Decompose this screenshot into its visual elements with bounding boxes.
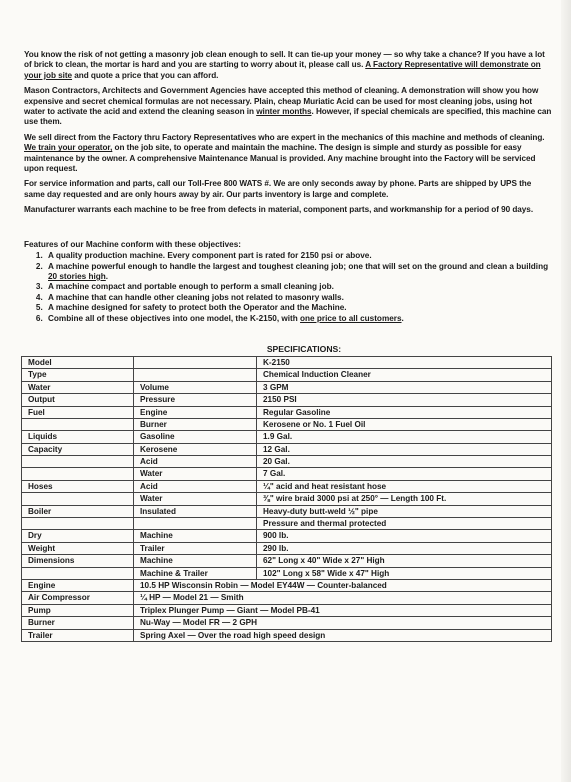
spec-subcategory: Kerosene <box>134 443 257 455</box>
spec-category: Liquids <box>22 431 134 443</box>
objective-item <box>45 303 554 313</box>
spec-subcategory: Pressure <box>134 394 257 406</box>
spec-row <box>22 493 552 505</box>
spec-value: Nu-Way — Model FR — 2 GPH <box>134 617 552 629</box>
intro-paragraph <box>24 86 554 128</box>
spec-value: 7 Gal. <box>257 468 552 480</box>
spec-category <box>22 468 134 480</box>
spec-category: Burner <box>22 617 134 629</box>
spec-value: Regular Gasoline <box>257 406 552 418</box>
spec-value: 12 Gal. <box>257 443 552 455</box>
intro-paragraph <box>24 133 554 175</box>
intro-paragraph <box>24 50 554 81</box>
text-run: A machine compact and portable enough to perform a small cleaning job. <box>48 282 334 292</box>
spec-value: 20 Gal. <box>257 456 552 468</box>
underlined-text: one price to all customers <box>300 313 402 323</box>
spec-category: Type <box>22 369 134 381</box>
text-run: and quote a price that you can afford. <box>72 70 219 80</box>
objectives-list <box>24 251 554 324</box>
features-title: Features of our Machine conform with these objectives: <box>24 239 242 249</box>
spec-value: 2150 PSI <box>257 394 552 406</box>
spec-subcategory: Insulated <box>134 505 257 517</box>
text-run: Combine all of these objectives into one model, the K-2150, with <box>48 313 301 323</box>
spec-subcategory: Water <box>134 493 257 505</box>
spec-row <box>22 530 552 542</box>
spec-row <box>22 579 552 591</box>
specifications-title: SPECIFICATIONS: <box>266 343 342 354</box>
spec-category: Capacity <box>22 443 134 455</box>
spec-value: Triplex Plunger Pump — Giant — Model PB-41 <box>134 604 552 616</box>
text-run: We sell direct from the Factory thru Factory Representatives who are expert in the mechanics of this machine and methods of cleaning. <box>24 132 545 142</box>
spec-category <box>22 418 134 430</box>
spec-category: Fuel <box>22 406 134 418</box>
spec-subcategory: Burner <box>134 418 257 430</box>
document-page <box>24 50 554 642</box>
text-run: . However, if special chemicals are specified, this machine can use them. <box>24 107 552 127</box>
spec-row <box>22 381 552 393</box>
spec-subcategory: Gasoline <box>134 431 257 443</box>
spec-row <box>22 480 552 492</box>
spec-category: Dry <box>22 530 134 542</box>
objective-item <box>45 282 554 292</box>
spec-category: Trailer <box>22 629 134 641</box>
spec-row <box>22 394 552 406</box>
spec-category <box>22 567 134 579</box>
spec-subcategory: Machine <box>134 555 257 567</box>
spec-category: Model <box>22 356 134 368</box>
spec-value: 10.5 HP Wisconsin Robin — Model EY44W — Counter-balanced <box>134 579 552 591</box>
spec-row <box>22 617 552 629</box>
page-edge-shadow <box>561 0 571 782</box>
spec-value: Heavy-duty butt-weld ½" pipe <box>257 505 552 517</box>
spec-value: 102" Long x 58" Wide x 47" High <box>257 567 552 579</box>
spec-row <box>22 592 552 604</box>
text-run: Manufacturer warrants each machine to be free from defects in material, component parts, and workmanship for a period of 90 days. <box>24 205 534 215</box>
intro-paragraph <box>24 205 554 215</box>
spec-category: Dimensions <box>22 555 134 567</box>
spec-value: ¼" acid and heat resistant hose <box>257 480 552 492</box>
spec-row <box>22 629 552 641</box>
text-run: A quality production machine. Every component part is rated for 2150 psi or above. <box>48 251 372 261</box>
spec-category: Pump <box>22 604 134 616</box>
spec-subcategory <box>134 518 257 530</box>
spec-subcategory <box>134 356 257 368</box>
objective-item <box>45 293 554 303</box>
spec-value: Kerosene or No. 1 Fuel Oil <box>257 418 552 430</box>
text-run: on the job site, to operate and maintain the machine. The design is simple and sturdy as possible for easy maintenance by the owner. A comprehensive Maintenance Manual is provided. Any machine brought into the Factory will be serviced upon request. <box>24 143 536 174</box>
text-run: . <box>401 313 404 323</box>
spec-row <box>22 468 552 480</box>
underlined-text: winter months <box>256 107 312 117</box>
text-run: You know the risk of not getting a masonry job clean enough to sell. It can tie-up your money — so why take a chance? If you have a lot of brick to clean, the mortar is hard and you are starting to worry about it, please call us. <box>24 50 545 70</box>
spec-category: Air Compressor <box>22 592 134 604</box>
spec-subcategory: Water <box>134 468 257 480</box>
spec-row <box>22 443 552 455</box>
spec-value: 900 lb. <box>257 530 552 542</box>
objective-item <box>45 262 554 283</box>
spec-subcategory: Trailer <box>134 542 257 554</box>
text-run: . <box>105 271 109 281</box>
spec-row <box>22 505 552 517</box>
spec-subcategory: Acid <box>134 480 257 492</box>
underlined-text: 20 stories high <box>48 271 106 281</box>
spec-category: Weight <box>22 542 134 554</box>
spec-subcategory: Volume <box>134 381 257 393</box>
spec-category <box>22 518 134 530</box>
spec-value: 1.9 Gal. <box>257 431 552 443</box>
intro-paragraph <box>24 179 554 200</box>
spec-row <box>22 356 552 368</box>
text-run: A machine designed for safety to protect both the Operator and the Machine. <box>48 303 347 313</box>
spec-value: Spring Axel — Over the road high speed design <box>134 629 552 641</box>
spec-subcategory <box>134 369 257 381</box>
spec-category: Output <box>22 394 134 406</box>
spec-value: Pressure and thermal protected <box>257 518 552 530</box>
objective-item <box>45 314 554 324</box>
text-run: Mason Contractors, Architects and Government Agencies have accepted this method of cleaning. A demonstration will show you how expensive and secret chemical formulas are not necessary. Plain, cheap Muriatic Acid can be used for most cleaning jobs, using hot water to activate the acid and extend the cleaning season in <box>24 86 539 117</box>
spec-category: Boiler <box>22 505 134 517</box>
spec-value: 62" Long x 40" Wide x 27" High <box>257 555 552 567</box>
spec-row <box>22 555 552 567</box>
spec-value: Chemical Induction Cleaner <box>257 369 552 381</box>
spec-value: 290 lb. <box>257 542 552 554</box>
spec-category <box>22 456 134 468</box>
spec-row <box>22 369 552 381</box>
spec-row <box>22 431 552 443</box>
spec-subcategory: Machine <box>134 530 257 542</box>
text-run: For service information and parts, call our Toll-Free 800 WATS #. We are only seconds away by phone. Parts are shipped by UPS the same day requested and are only hours away by air. Our parts inventory is large and complete. <box>24 179 532 199</box>
text-run: A machine powerful enough to handle the largest and toughest cleaning job; one that will set on the ground and clean a building <box>48 261 549 271</box>
underlined-text: We train your operator, <box>24 143 113 153</box>
spec-category: Engine <box>22 579 134 591</box>
spec-category <box>22 493 134 505</box>
underlined-text: A Factory Representative will demonstrate on your job site <box>24 60 541 80</box>
spec-subcategory: Engine <box>134 406 257 418</box>
spec-subcategory: Acid <box>134 456 257 468</box>
spec-value: 3 GPM <box>257 381 552 393</box>
spec-row <box>22 456 552 468</box>
spec-category: Hoses <box>22 480 134 492</box>
spec-row <box>22 418 552 430</box>
spec-row <box>22 406 552 418</box>
text-run: A machine that can handle other cleaning jobs not related to masonry walls. <box>48 292 344 302</box>
spec-value: K-2150 <box>257 356 552 368</box>
objective-item <box>45 251 554 261</box>
spec-row <box>22 542 552 554</box>
spec-value: ¼ HP — Model 21 — Smith <box>134 592 552 604</box>
spec-category: Water <box>22 381 134 393</box>
specifications-table <box>21 356 552 642</box>
intro-section <box>24 50 554 216</box>
spec-row <box>22 604 552 616</box>
spec-row <box>22 518 552 530</box>
spec-row <box>22 567 552 579</box>
spec-subcategory: Machine & Trailer <box>134 567 257 579</box>
spec-value: ⅜" wire braid 3000 psi at 250° — Length 100 Ft. <box>257 493 552 505</box>
